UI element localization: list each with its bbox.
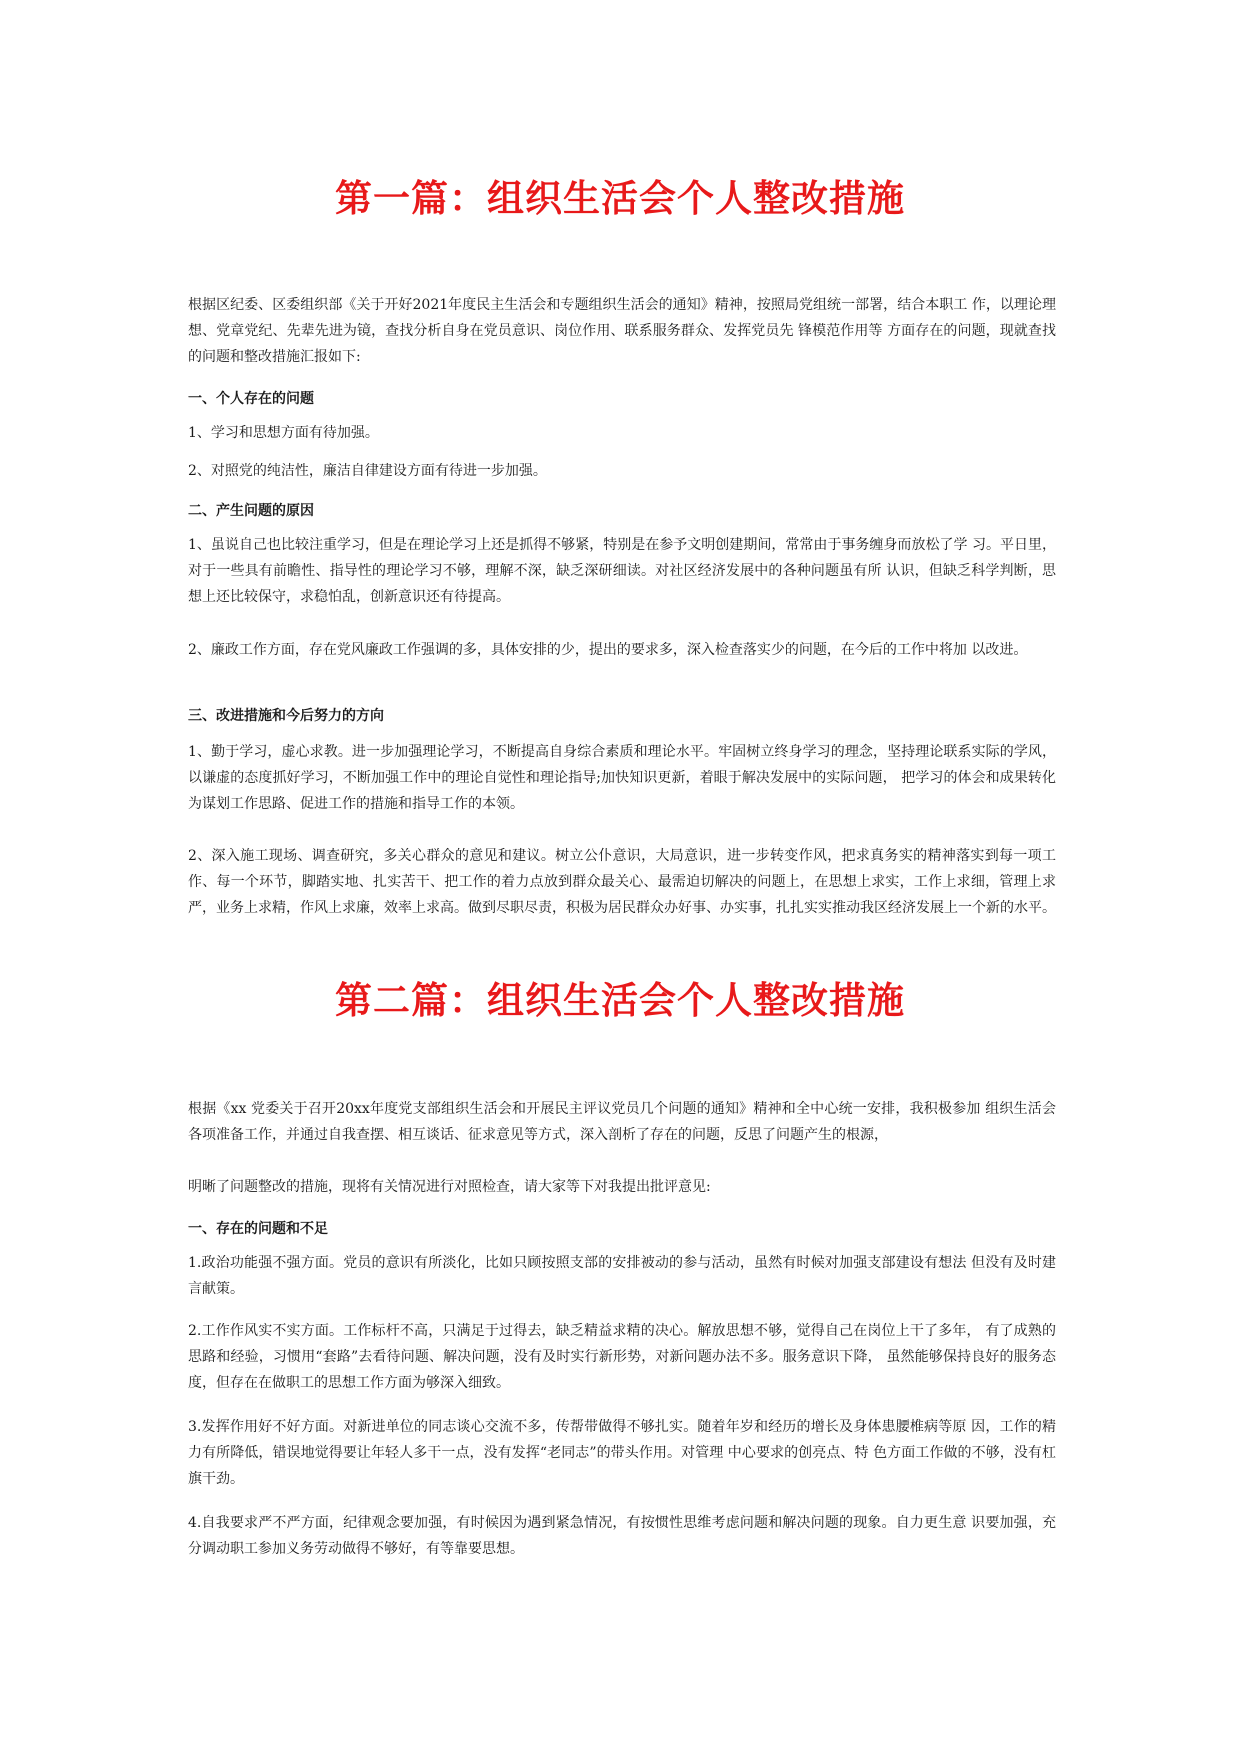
doc2-para-3: 3.发挥作用好不好方面。对新进单位的同志谈心交流不多，传帮带做得不够扎实。随着年岁和经历的增长及身体患腰椎病等原 因，工作的精力有所降低，错误地觉得要让年轻人多干一点，没有发挥“老同志”的带头作用。对管理 中心要求的创亮点、特 色方面工作做的不够，没有杠旗干劲。 — [188, 1419, 1056, 1487]
doc2-para-1: 1.政治功能强不强方面。党员的意识有所淡化，比如只顾按照支部的安排被动的参与活动，虽然有时候对加强支部建设有想法 但没有及时建言献策。 — [188, 1255, 1056, 1297]
doc1-para-4: 2、廉政工作方面，存在党风廉政工作强调的多，具体安排的少，提出的要求多，深入检查落实少的问题，在今后的工作中将加 以改进。 — [188, 642, 1028, 658]
doc2-intro: 根据《xx 党委关于召开20xx年度党支部组织生活会和开展民主评议党员几个问题的通知》精神和全中心统一安排，我积极参加 组织生活会各项准备工作，并通过自我查摆、相互谈话、征求意见等方式，深入剖析了存在的问题，反思了问题产生的根源， — [188, 1101, 1056, 1143]
doc1-heading-3: 三、改进措施和今后努力的方向 — [188, 708, 384, 724]
doc1-intro: 根据区纪委、区委组织部《关于开好2021年度民主生活会和专题组织生活会的通知》精神，按照局党组统一部署，结合本职工 作，以理论理想、党章党纪、先辈先进为镜，查找分析自身在党员意识、岗位作用、联系服务群众、发挥党员先 锋模范作用等 方面存在的问题，现就查找的问题和整改措施汇报如下: — [188, 297, 1056, 365]
doc2-para-2: 2.工作作风实不实方面。工作标杆不高，只满足于过得去，缺乏精益求精的决心。解放思想不够，觉得自己在岗位上干了多年， 有了成熟的思路和经验，习惯用“套路”去看待问题、解决问题，没有及时实行新形势，对新问题办法不多。服务意识下降， 虽然能够保持良好的服务态度，但存在在做职工的思想工作方面为够深入细致。 — [188, 1323, 1056, 1391]
doc1-para-3: 1、虽说自己也比较注重学习，但是在理论学习上还是抓得不够紧，特别是在参予文明创建期间，常常由于事务缠身而放松了学 习。平日里，对于一些具有前瞻性、指导性的理论学习不够，理解不深，缺乏深研细读。对社区经济发展中的各种问题虽有所 认识，但缺乏科学判断，思想上还比较保守，求稳怕乱，创新意识还有待提高。 — [188, 537, 1056, 605]
doc1-para-2: 2、对照党的纯洁性，廉洁自律建设方面有待进一步加强。 — [188, 463, 547, 479]
doc2-intro-2: 明晰了问题整改的措施，现将有关情况进行对照检查，请大家等下对我提出批评意见: — [188, 1179, 711, 1195]
doc1-para-6: 2、深入施工现场、调查研究，多关心群众的意见和建议。树立公仆意识，大局意识，进一步转变作风，把求真务实的精神落实到每一项工作、每一个环节，脚踏实地、扎实苦干、把工作的着力点放到群众最关心、最需迫切解决的问题上，在思想上求实，工作上求细，管理上求严，业务上求精，作风上求廉，效率上求高。做到尽职尽责，积极为居民群众办好事、办实事，扎扎实实推动我区经济发展上一个新的水平。 — [188, 848, 1056, 916]
doc1-heading-2: 二、产生问题的原因 — [188, 503, 314, 519]
doc2-heading-1: 一、存在的问题和不足 — [188, 1221, 328, 1237]
doc1-para-5: 1、勤于学习，虚心求教。进一步加强理论学习，不断提高自身综合素质和理论水平。牢固树立终身学习的理念，坚持理论联系实际的学风，以谦虚的态度抓好学习，不断加强工作中的理论自觉性和理论指导;加快知识更新，着眼于解决发展中的实际问题， 把学习的体会和成果转化为谋划工作思路、促进工作的措施和指导工作的本领。 — [188, 744, 1056, 812]
doc1-heading-1: 一、个人存在的问题 — [188, 391, 314, 407]
doc1-para-1: 1、学习和思想方面有待加强。 — [188, 425, 379, 441]
doc1-title: 第一篇：组织生活会个人整改措施 — [335, 176, 905, 220]
doc2-title: 第二篇：组织生活会个人整改措施 — [335, 978, 905, 1022]
doc2-para-4: 4.自我要求严不严方面，纪律观念要加强，有时候因为遇到紧急情况，有按惯性思维考虑问题和解决问题的现象。自力更生意 识要加强，充分调动职工参加义务劳动做得不够好，有等靠要思想。 — [188, 1515, 1056, 1557]
